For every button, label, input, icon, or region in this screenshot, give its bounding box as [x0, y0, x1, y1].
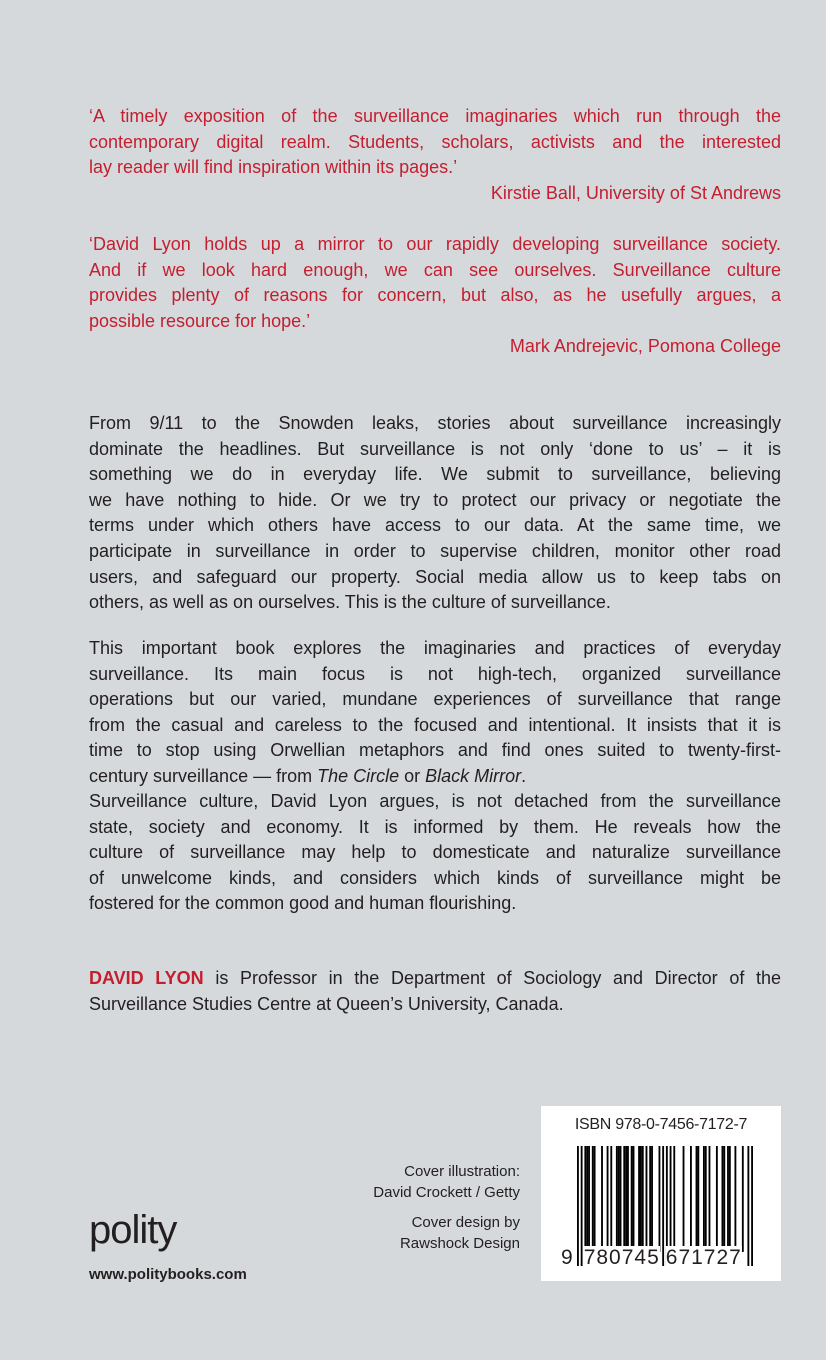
text-line: participate in surveillance in order to supervise children, monitor other road: [89, 540, 781, 561]
barcode-bar: [594, 1146, 596, 1252]
credit-label: Cover design by: [411, 1214, 520, 1231]
isbn-text: ISBN 978-0-7456-7172-7: [574, 1116, 748, 1133]
title-black-mirror: Black Mirror: [425, 765, 522, 786]
barcode-bar: [703, 1146, 705, 1252]
text-segment: or: [399, 765, 426, 786]
isbn-barcode: [541, 1106, 781, 1281]
barcode-bar: [642, 1146, 644, 1252]
barcode-bar: [705, 1146, 707, 1252]
barcode-bar: [607, 1146, 609, 1252]
barcode-bar: [592, 1146, 594, 1252]
barcode-bar: [697, 1146, 699, 1252]
barcode-bar: [670, 1146, 672, 1252]
text-line: operations but our varied, mundane experiences of surveillance that range: [89, 689, 781, 710]
quote-line: provides plenty of reasons for concern, but also, as he usefully argues, a: [89, 285, 781, 306]
text-line: from the casual and careless to the focused and intentional. It insists that it is: [89, 714, 781, 735]
barcode-bar: [640, 1146, 642, 1252]
credit-label: Cover illustration:: [404, 1163, 520, 1180]
text-line: culture of surveillance may help to domesticate and naturalize surveillance: [89, 842, 781, 863]
quote-line: contemporary digital realm. Students, scholars, activists and the interested: [89, 131, 781, 152]
barcode-bar: [620, 1146, 622, 1252]
credit-value: David Crockett / Getty: [373, 1184, 520, 1201]
barcode-bar: [623, 1146, 625, 1252]
quote-line: possible resource for hope.’: [89, 310, 311, 331]
barcode-bar: [723, 1146, 725, 1252]
barcode-bar: [727, 1146, 729, 1252]
barcode-bar: [646, 1146, 648, 1252]
barcode-bar: [633, 1146, 635, 1252]
quote-kirstie-ball: [89, 104, 781, 206]
barcode-bar: [716, 1146, 718, 1252]
text-line: surveillance. Its main focus is not high-tech, organized surveillance: [89, 663, 781, 684]
text-segment: .: [521, 765, 527, 786]
barcode-bar: [610, 1146, 612, 1252]
author-bio: [89, 966, 781, 1017]
cover-illustration-credit: [373, 1161, 520, 1203]
quote-line: And if we look hard enough, we can see ourselves. Surveillance culture: [89, 259, 781, 280]
text-line: Surveillance culture, David Lyon argues, is not detached from the surveillance: [89, 791, 781, 811]
barcode-bar: [751, 1146, 753, 1266]
text-line: This important book explores the imaginaries and practices of everyday: [89, 638, 781, 658]
barcode-bar: [673, 1146, 675, 1252]
barcode-bar: [584, 1146, 586, 1252]
blurb-paragraph-3: [89, 789, 781, 917]
barcode-bar: [742, 1146, 744, 1252]
quote-attribution: Kirstie Ball, University of St Andrews: [490, 182, 781, 203]
barcode-bar: [734, 1146, 736, 1252]
text-line: dominate the headlines. But surveillance is not only ‘done to us’ – it is: [89, 438, 781, 459]
quote-line: ‘David Lyon holds up a mirror to our rapidly developing surveillance society.: [89, 234, 781, 254]
barcode-bar: [627, 1146, 629, 1252]
cover-design-credit: [400, 1212, 520, 1254]
text-line: terms under which others have access to our data. At the same time, we: [89, 515, 781, 536]
barcode-bar: [722, 1146, 724, 1252]
text-line: we have nothing to hide. Or we try to protect our privacy or negotiate the: [89, 489, 781, 510]
barcode-bar: [729, 1146, 731, 1252]
blurb-paragraph-2: [89, 636, 781, 790]
barcode-bar: [696, 1146, 698, 1252]
text-line: Surveillance Studies Centre at Queen’s University, Canada.: [89, 993, 564, 1014]
barcode-digits-right: 671727: [665, 1246, 742, 1269]
quote-attribution: Mark Andrejevic, Pomona College: [509, 336, 781, 357]
barcode-bar: [690, 1146, 692, 1252]
text-line: [89, 966, 781, 992]
barcode-bar: [625, 1146, 627, 1252]
barcode-bar: [659, 1146, 661, 1252]
barcode-bar: [747, 1146, 749, 1266]
quote-line: lay reader will find inspiration within its pages.’: [89, 157, 458, 178]
barcode-digit-lead: 9: [561, 1246, 574, 1269]
barcode-bar: [709, 1146, 711, 1252]
text-segment: century surveillance — from: [89, 765, 318, 786]
text-line: From 9/11 to the Snowden leaks, stories about surveillance increasingly: [89, 413, 781, 433]
barcode-bar: [588, 1146, 590, 1252]
text-line: state, society and economy. It is informed by them. He reveals how the: [89, 816, 781, 837]
barcode-bar: [638, 1146, 640, 1252]
barcode-bar: [649, 1146, 651, 1252]
barcode-bar: [683, 1146, 685, 1252]
text-line: of unwelcome kinds, and considers which kinds of surveillance might be: [89, 867, 781, 888]
title-the-circle: The Circle: [317, 765, 400, 786]
text-line: fostered for the common good and human flourishing.: [89, 893, 517, 914]
text-segment: is Professor in the Department of Sociology and Director of the: [203, 968, 781, 988]
polity-logo: polity: [89, 1208, 177, 1252]
author-name: DAVID LYON: [89, 968, 204, 988]
text-line: something we do in everyday life. We submit to surveillance, believing: [89, 464, 781, 485]
barcode-bar: [616, 1146, 618, 1252]
quote-mark-andrejevic: [89, 232, 781, 360]
quote-line: ‘A timely exposition of the surveillance imaginaries which run through the: [89, 106, 781, 126]
text-line: users, and safeguard our property. Social media allow us to keep tabs on: [89, 566, 781, 587]
barcode-bar: [631, 1146, 633, 1252]
barcode-bar: [601, 1146, 603, 1252]
publisher-url: www.politybooks.com: [89, 1266, 247, 1283]
barcode-bar: [651, 1146, 653, 1252]
barcode-digits-left: 780745: [583, 1246, 660, 1269]
blurb-paragraph-1: [89, 411, 781, 616]
text-line: others, as well as on ourselves. This is the culture of surveillance.: [89, 592, 611, 613]
text-line: time to stop using Orwellian metaphors and find ones suited to twenty-first-: [89, 740, 781, 761]
barcode-digits: [561, 1246, 742, 1270]
credit-value: Rawshock Design: [399, 1235, 520, 1252]
text-line: [89, 764, 781, 790]
barcode-bar: [586, 1146, 588, 1252]
barcode-bar: [618, 1146, 620, 1252]
